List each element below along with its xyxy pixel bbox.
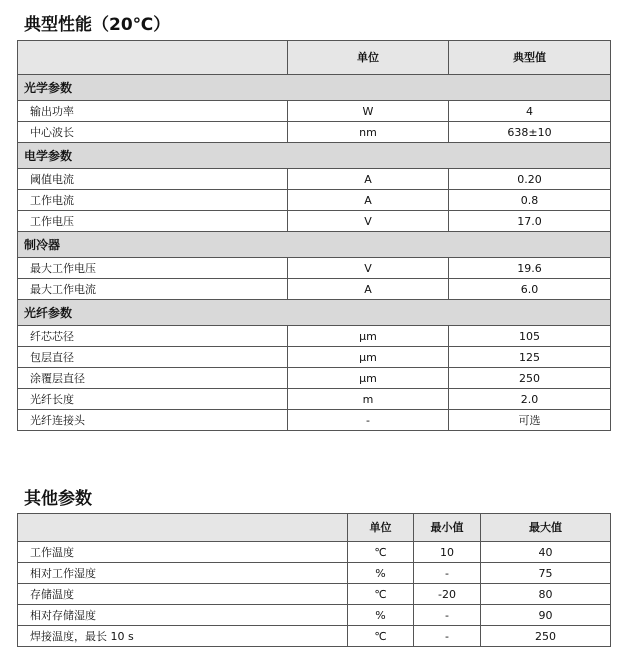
parameter-label: 工作温度 — [18, 542, 348, 563]
column-header — [18, 41, 288, 75]
parameter-label: 最大工作电流 — [18, 279, 288, 300]
column-header: 单位 — [348, 514, 414, 542]
section-heading: 光纤参数 — [18, 300, 611, 326]
value-cell: 4 — [449, 101, 611, 122]
unit-cell: % — [348, 563, 414, 584]
min-value-cell: - — [414, 605, 481, 626]
unit-cell: m — [288, 389, 449, 410]
unit-cell: V — [288, 258, 449, 279]
min-value-cell: - — [414, 563, 481, 584]
max-value-cell: 80 — [481, 584, 611, 605]
min-value-cell: -20 — [414, 584, 481, 605]
column-header: 最小值 — [414, 514, 481, 542]
unit-cell: ℃ — [348, 584, 414, 605]
unit-cell: W — [288, 101, 449, 122]
parameter-label: 涂覆层直径 — [18, 368, 288, 389]
unit-cell: % — [348, 605, 414, 626]
table-row — [18, 211, 611, 232]
table-row — [18, 190, 611, 211]
column-header: 最大值 — [481, 514, 611, 542]
min-value-cell: - — [414, 626, 481, 647]
parameter-label: 最大工作电压 — [18, 258, 288, 279]
parameter-label: 工作电流 — [18, 190, 288, 211]
table-row — [18, 258, 611, 279]
table-row — [18, 122, 611, 143]
section-heading: 电学参数 — [18, 143, 611, 169]
parameter-label: 相对存储湿度 — [18, 605, 348, 626]
table-row — [18, 605, 611, 626]
typical-performance-table — [17, 40, 611, 431]
table-row — [18, 279, 611, 300]
table-row — [18, 169, 611, 190]
min-value-cell: 10 — [414, 542, 481, 563]
value-cell: 19.6 — [449, 258, 611, 279]
unit-cell: V — [288, 211, 449, 232]
table-row — [18, 326, 611, 347]
table-row — [18, 347, 611, 368]
table-row — [18, 410, 611, 431]
table-row — [18, 542, 611, 563]
section-row — [18, 300, 611, 326]
unit-cell: nm — [288, 122, 449, 143]
section-heading: 光学参数 — [18, 75, 611, 101]
column-header — [18, 514, 348, 542]
value-cell: 6.0 — [449, 279, 611, 300]
unit-cell: μm — [288, 368, 449, 389]
table-row — [18, 101, 611, 122]
value-cell: 638±10 — [449, 122, 611, 143]
table-row — [18, 368, 611, 389]
value-cell: 250 — [449, 368, 611, 389]
unit-cell: A — [288, 169, 449, 190]
unit-cell: μm — [288, 326, 449, 347]
unit-cell: - — [288, 410, 449, 431]
table-row — [18, 563, 611, 584]
other-parameters-table — [17, 513, 611, 647]
column-header: 典型值 — [449, 41, 611, 75]
max-value-cell: 75 — [481, 563, 611, 584]
parameter-label: 焊接温度，最长 10 s — [18, 626, 348, 647]
value-cell: 0.20 — [449, 169, 611, 190]
parameter-label: 阈值电流 — [18, 169, 288, 190]
section2-title: 其他参数 — [24, 489, 92, 509]
parameter-label: 工作电压 — [18, 211, 288, 232]
value-cell: 125 — [449, 347, 611, 368]
section-row — [18, 75, 611, 101]
value-cell: 可选 — [449, 410, 611, 431]
parameter-label: 光纤连接头 — [18, 410, 288, 431]
parameter-label: 光纤长度 — [18, 389, 288, 410]
parameter-label: 存储温度 — [18, 584, 348, 605]
table-row — [18, 389, 611, 410]
value-cell: 17.0 — [449, 211, 611, 232]
section1-title: 典型性能（20℃） — [24, 15, 171, 35]
table-header-row — [18, 41, 611, 75]
section-row — [18, 143, 611, 169]
parameter-label: 相对工作湿度 — [18, 563, 348, 584]
parameter-label: 中心波长 — [18, 122, 288, 143]
table-row — [18, 626, 611, 647]
table-row — [18, 584, 611, 605]
section-heading: 制冷器 — [18, 232, 611, 258]
value-cell: 2.0 — [449, 389, 611, 410]
column-header: 单位 — [288, 41, 449, 75]
max-value-cell: 40 — [481, 542, 611, 563]
table-header-row — [18, 514, 611, 542]
max-value-cell: 250 — [481, 626, 611, 647]
parameter-label: 输出功率 — [18, 101, 288, 122]
parameter-label: 纤芯芯径 — [18, 326, 288, 347]
parameter-label: 包层直径 — [18, 347, 288, 368]
unit-cell: A — [288, 279, 449, 300]
value-cell: 0.8 — [449, 190, 611, 211]
section-row — [18, 232, 611, 258]
unit-cell: μm — [288, 347, 449, 368]
unit-cell: ℃ — [348, 626, 414, 647]
unit-cell: A — [288, 190, 449, 211]
max-value-cell: 90 — [481, 605, 611, 626]
value-cell: 105 — [449, 326, 611, 347]
unit-cell: ℃ — [348, 542, 414, 563]
